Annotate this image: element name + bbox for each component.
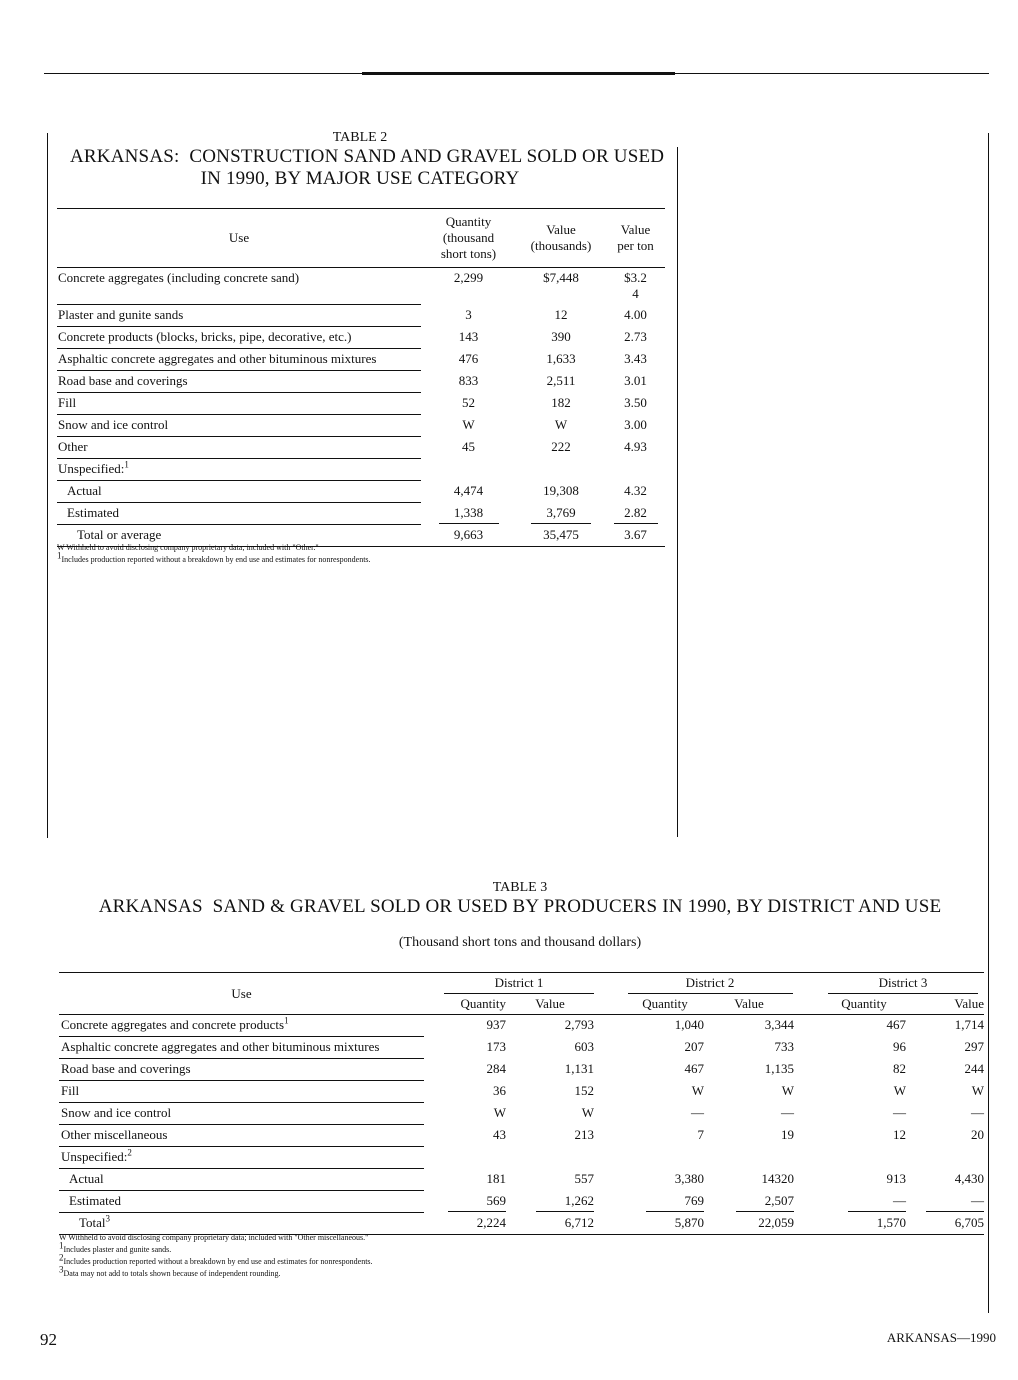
table3-use-cell: Road base and coverings [59,1059,424,1081]
table2-quantity-cell: 3 [465,306,472,322]
table2-per-ton-cell [606,459,665,481]
table2-value-cell: 2,511 [546,372,576,388]
table3-value-cell: 1,714 [954,1017,984,1032]
table3-header-value: Value [704,994,794,1015]
table-row [57,481,665,503]
table3-value-cell: 152 [574,1082,594,1098]
table3-use-cell: Concrete aggregates and concrete products$^1$ [59,1015,424,1037]
table-row [57,371,665,393]
footnote-mark: 1 [284,1015,289,1026]
table2-use-cell: Fill [57,393,421,415]
table2-value-cell: 222 [551,438,571,454]
table3-value-cell [704,1147,794,1169]
table-row [59,1103,984,1125]
table3-footnote: 3Data may not add to totals shown because of independent rounding. [59,1264,281,1278]
table-row [57,305,665,327]
table3-quantity-cell: 173 [486,1038,506,1054]
table3-caption: TABLE 3 [492,880,548,895]
table2-value-cell: 390 [551,328,571,344]
table2-per-ton-cell: 4.93 [624,438,647,454]
table-row [57,327,665,349]
table-row [57,393,665,415]
table2-per-ton-cell: 3.00 [624,416,647,432]
table3-header-value: Value [506,994,594,1015]
table-row [57,503,665,525]
table3-quantity-cell: 467 [886,1017,906,1032]
table2 [57,208,665,547]
table3 [59,972,984,1235]
table2-footnotes [57,542,667,566]
table2-per-ton-cell: 3.01 [624,372,647,388]
page-number: 92 [40,1330,57,1349]
table-row [59,1191,984,1213]
table3-value-cell: 3,344 [764,1017,794,1032]
table3-quantity-cell: 5,870 [626,1213,704,1235]
table-row [57,268,665,305]
table3-value-cell: 603 [574,1038,594,1054]
footnote-mark: 2 [127,1147,132,1158]
table3-value-cell: 1,135 [764,1060,794,1076]
table3-header-row [59,973,984,995]
table3-quantity-cell: 769 [626,1191,704,1213]
table3-value-cell: W [781,1082,794,1098]
table3-value-cell: W [971,1082,984,1098]
table2-header-quantity: Quantity (thousand short tons) [440,214,497,261]
table3-footnote: W Withheld to avoid disclosing company proprietary data; included with "Other miscellaneous." [59,1233,369,1242]
table2-quantity-cell: 833 [458,372,479,388]
table3-value-cell: 1,262 [506,1191,594,1213]
top-rule-thick [362,72,675,75]
table3-header-value: Value [906,994,984,1015]
table3-quantity-cell: W [691,1082,704,1098]
table2-per-ton-cell: 3.43 [624,350,647,366]
table3-quantity-cell: 7 [697,1126,704,1142]
table3-value-cell: 1,131 [564,1060,594,1076]
table3-quantity-cell: — [691,1104,704,1120]
table3-value-cell: 20 [971,1126,984,1142]
table3-value-cell [906,1147,984,1169]
table3-footnote: 2Includes production reported without a breakdown by end use and estimates for nonrespondents. [59,1252,373,1266]
footnote-mark: 1 [124,459,129,470]
table2-title-line2: IN 1990, BY MAJOR USE CATEGORY [200,168,520,189]
table3-subtitle: (Thousand short tons and thousand dollars) [398,935,642,950]
table3-value-cell: 213 [574,1126,594,1142]
table2-quantity-cell: 143 [458,328,479,344]
table2-quantity-cell: 476 [458,350,479,366]
table2-per-ton-cell: 3.67 [606,525,665,547]
table3-quantity-cell: 82 [893,1060,906,1076]
middle-column-rule [677,147,678,837]
table3-quantity-cell [424,1147,506,1169]
table3-use-cell: Estimated [59,1191,424,1213]
table2-use-cell: Unspecified:$^1$ [57,459,421,481]
table3-use-cell: Fill [59,1081,424,1103]
table2-use-cell: Estimated [57,503,421,525]
table3-value-cell: 6,712 [506,1213,594,1235]
table3-quantity-cell: 569 [424,1191,506,1213]
table3-value-cell: 22,059 [704,1213,794,1235]
table2-quantity-cell: 4,474 [453,482,484,498]
table3-header-district-1: District 1 [424,973,594,995]
table3-header-district-2: District 2 [626,973,794,995]
table2-value-cell [516,459,606,481]
table-row [57,349,665,371]
table-row [59,1081,984,1103]
table2-quantity-cell: 45 [462,438,475,454]
table2-header-value-per-ton: Value per ton [617,222,654,253]
table-row [59,1015,984,1037]
table2-value-cell: $7,448 [543,270,579,285]
table2-quantity-cell: 52 [462,394,475,410]
table3-quantity-cell: 2,224 [424,1213,506,1235]
table2-header-row [57,209,665,268]
table3-quantity-cell: 207 [684,1038,704,1054]
table3-header-quantity: Quantity [822,994,906,1015]
table3-quantity-cell: — [893,1104,906,1120]
table2-use-cell: Asphaltic concrete aggregates and other bituminous mixtures [57,349,421,371]
table3-value-cell: — [781,1104,794,1120]
table2-caption: TABLE 2 [332,130,388,145]
table2-footnote: W Withheld to avoid disclosing company proprietary data; included with "Other." [57,543,319,552]
table3-use-cell: Asphaltic concrete aggregates and other bituminous mixtures [59,1037,424,1059]
table2-header-use: Use [228,230,250,245]
table3-value-cell: 733 [774,1038,794,1054]
table3-value-cell: — [906,1191,984,1213]
table3-footnote: 1Includes plaster and gunite sands. [59,1240,172,1254]
table3-header-quantity: Quantity [424,994,506,1015]
table3-quantity-cell: 43 [493,1126,506,1142]
table2-footnote: 1Includes production reported without a breakdown by end use and estimates for nonrespondents. [57,550,371,564]
left-column-rule [47,133,48,838]
table3-quantity-cell [626,1147,704,1169]
table2-quantity-cell: W [462,416,475,432]
table2-per-ton-cell: $3.2 4 [624,270,647,301]
table3-quantity-cell: 3,380 [674,1170,704,1186]
footnote-mark: 3 [105,1213,111,1224]
table3-value-cell: 297 [964,1038,984,1054]
table3-quantity-cell: 12 [893,1126,906,1142]
table3-quantity-cell: 284 [486,1060,506,1076]
table2-use-cell: Total or average [57,525,421,547]
table2-per-ton-cell: 2.73 [624,328,647,344]
table2-per-ton-cell: 4.00 [624,306,647,322]
table2-value-cell: 35,475 [516,525,606,547]
table2-value-cell: W [554,416,568,432]
table3-value-cell: W [581,1104,594,1120]
table2-value-cell: 12 [554,306,568,322]
table3-use-cell: Actual [59,1169,424,1191]
table-row [59,1147,984,1169]
table2-value-cell: 182 [551,394,571,410]
table3-use-cell: Unspecified:$^2$ [59,1147,424,1169]
table2-use-cell: Actual [57,481,421,503]
table2-use-cell: Snow and ice control [57,415,421,437]
table-row [57,415,665,437]
table-row [59,1169,984,1191]
table3-value-cell [506,1147,594,1169]
table-row [59,1059,984,1081]
table3-value-cell: 2,507 [704,1191,794,1213]
table3-header-use: Use [59,973,424,1015]
table3-value-cell: 4,430 [954,1170,984,1186]
table3-quantity-cell: 913 [886,1170,906,1186]
table3-use-cell: Total$^3$ [59,1213,424,1235]
table3-use-cell: Snow and ice control [59,1103,424,1125]
table2-value-cell: 3,769 [516,503,606,525]
table2-per-ton-cell: 3.50 [624,394,647,410]
table2-use-cell: Concrete products (blocks, bricks, pipe, decorative, etc.) [57,327,421,349]
table3-quantity-cell [822,1147,906,1169]
table3-value-cell: 6,705 [906,1213,984,1235]
table3-quantity-cell: 1,040 [674,1017,704,1032]
table3-quantity-cell: 181 [486,1170,506,1186]
table3-quantity-cell: 1,570 [822,1213,906,1235]
table2-quantity-cell [421,459,516,481]
table3-header-quantity: Quantity [626,994,704,1015]
table2-per-ton-cell: 2.82 [606,503,665,525]
table3-quantity-cell: — [822,1191,906,1213]
table-row [57,459,665,481]
table3-value-cell: 19 [781,1126,794,1142]
table3-quantity-cell: 96 [893,1038,906,1054]
table2-quantity-cell: 2,299 [453,270,484,285]
table3-quantity-cell: 937 [486,1017,506,1032]
table2-use-cell: Concrete aggregates (including concrete sand) [57,268,421,305]
table3-quantity-cell: W [493,1104,506,1120]
table3-header-district-3: District 3 [822,973,984,995]
table3-use-cell: Other miscellaneous [59,1125,424,1147]
table3-quantity-cell: 467 [684,1060,704,1076]
table2-title-line1: ARKANSAS: CONSTRUCTION SAND AND GRAVEL SOLD OR USED [70,146,665,167]
running-footer: ARKANSAS—1990 [886,1330,996,1345]
table3-value-cell: 14320 [761,1170,794,1186]
right-column-rule [988,133,989,1313]
table2-quantity-cell: 1,338 [421,503,516,525]
table2-quantity-cell: 9,663 [421,525,516,547]
table2-per-ton-cell: 4.32 [624,482,647,498]
table2-value-cell: 19,308 [543,482,579,498]
table2-use-cell: Other [57,437,421,459]
table3-quantity-cell: 36 [493,1082,506,1098]
table3-footnotes [59,1232,759,1280]
table-row [59,1037,984,1059]
table2-value-cell: 1,633 [546,350,576,366]
table3-value-cell: — [971,1104,984,1120]
table3-value-cell: 244 [964,1060,984,1076]
table2-use-cell: Plaster and gunite sands [57,305,421,327]
table2-use-cell: Road base and coverings [57,371,421,393]
table-row [57,437,665,459]
table3-quantity-cell: W [893,1082,906,1098]
table-row [59,1125,984,1147]
table2-header-value: Value (thousands) [530,222,592,253]
table3-title: ARKANSAS SAND & GRAVEL SOLD OR USED BY PRODUCERS IN 1990, BY DISTRICT AND USE [98,896,942,917]
table3-value-cell: 2,793 [564,1017,594,1032]
table3-value-cell: 557 [574,1170,594,1186]
